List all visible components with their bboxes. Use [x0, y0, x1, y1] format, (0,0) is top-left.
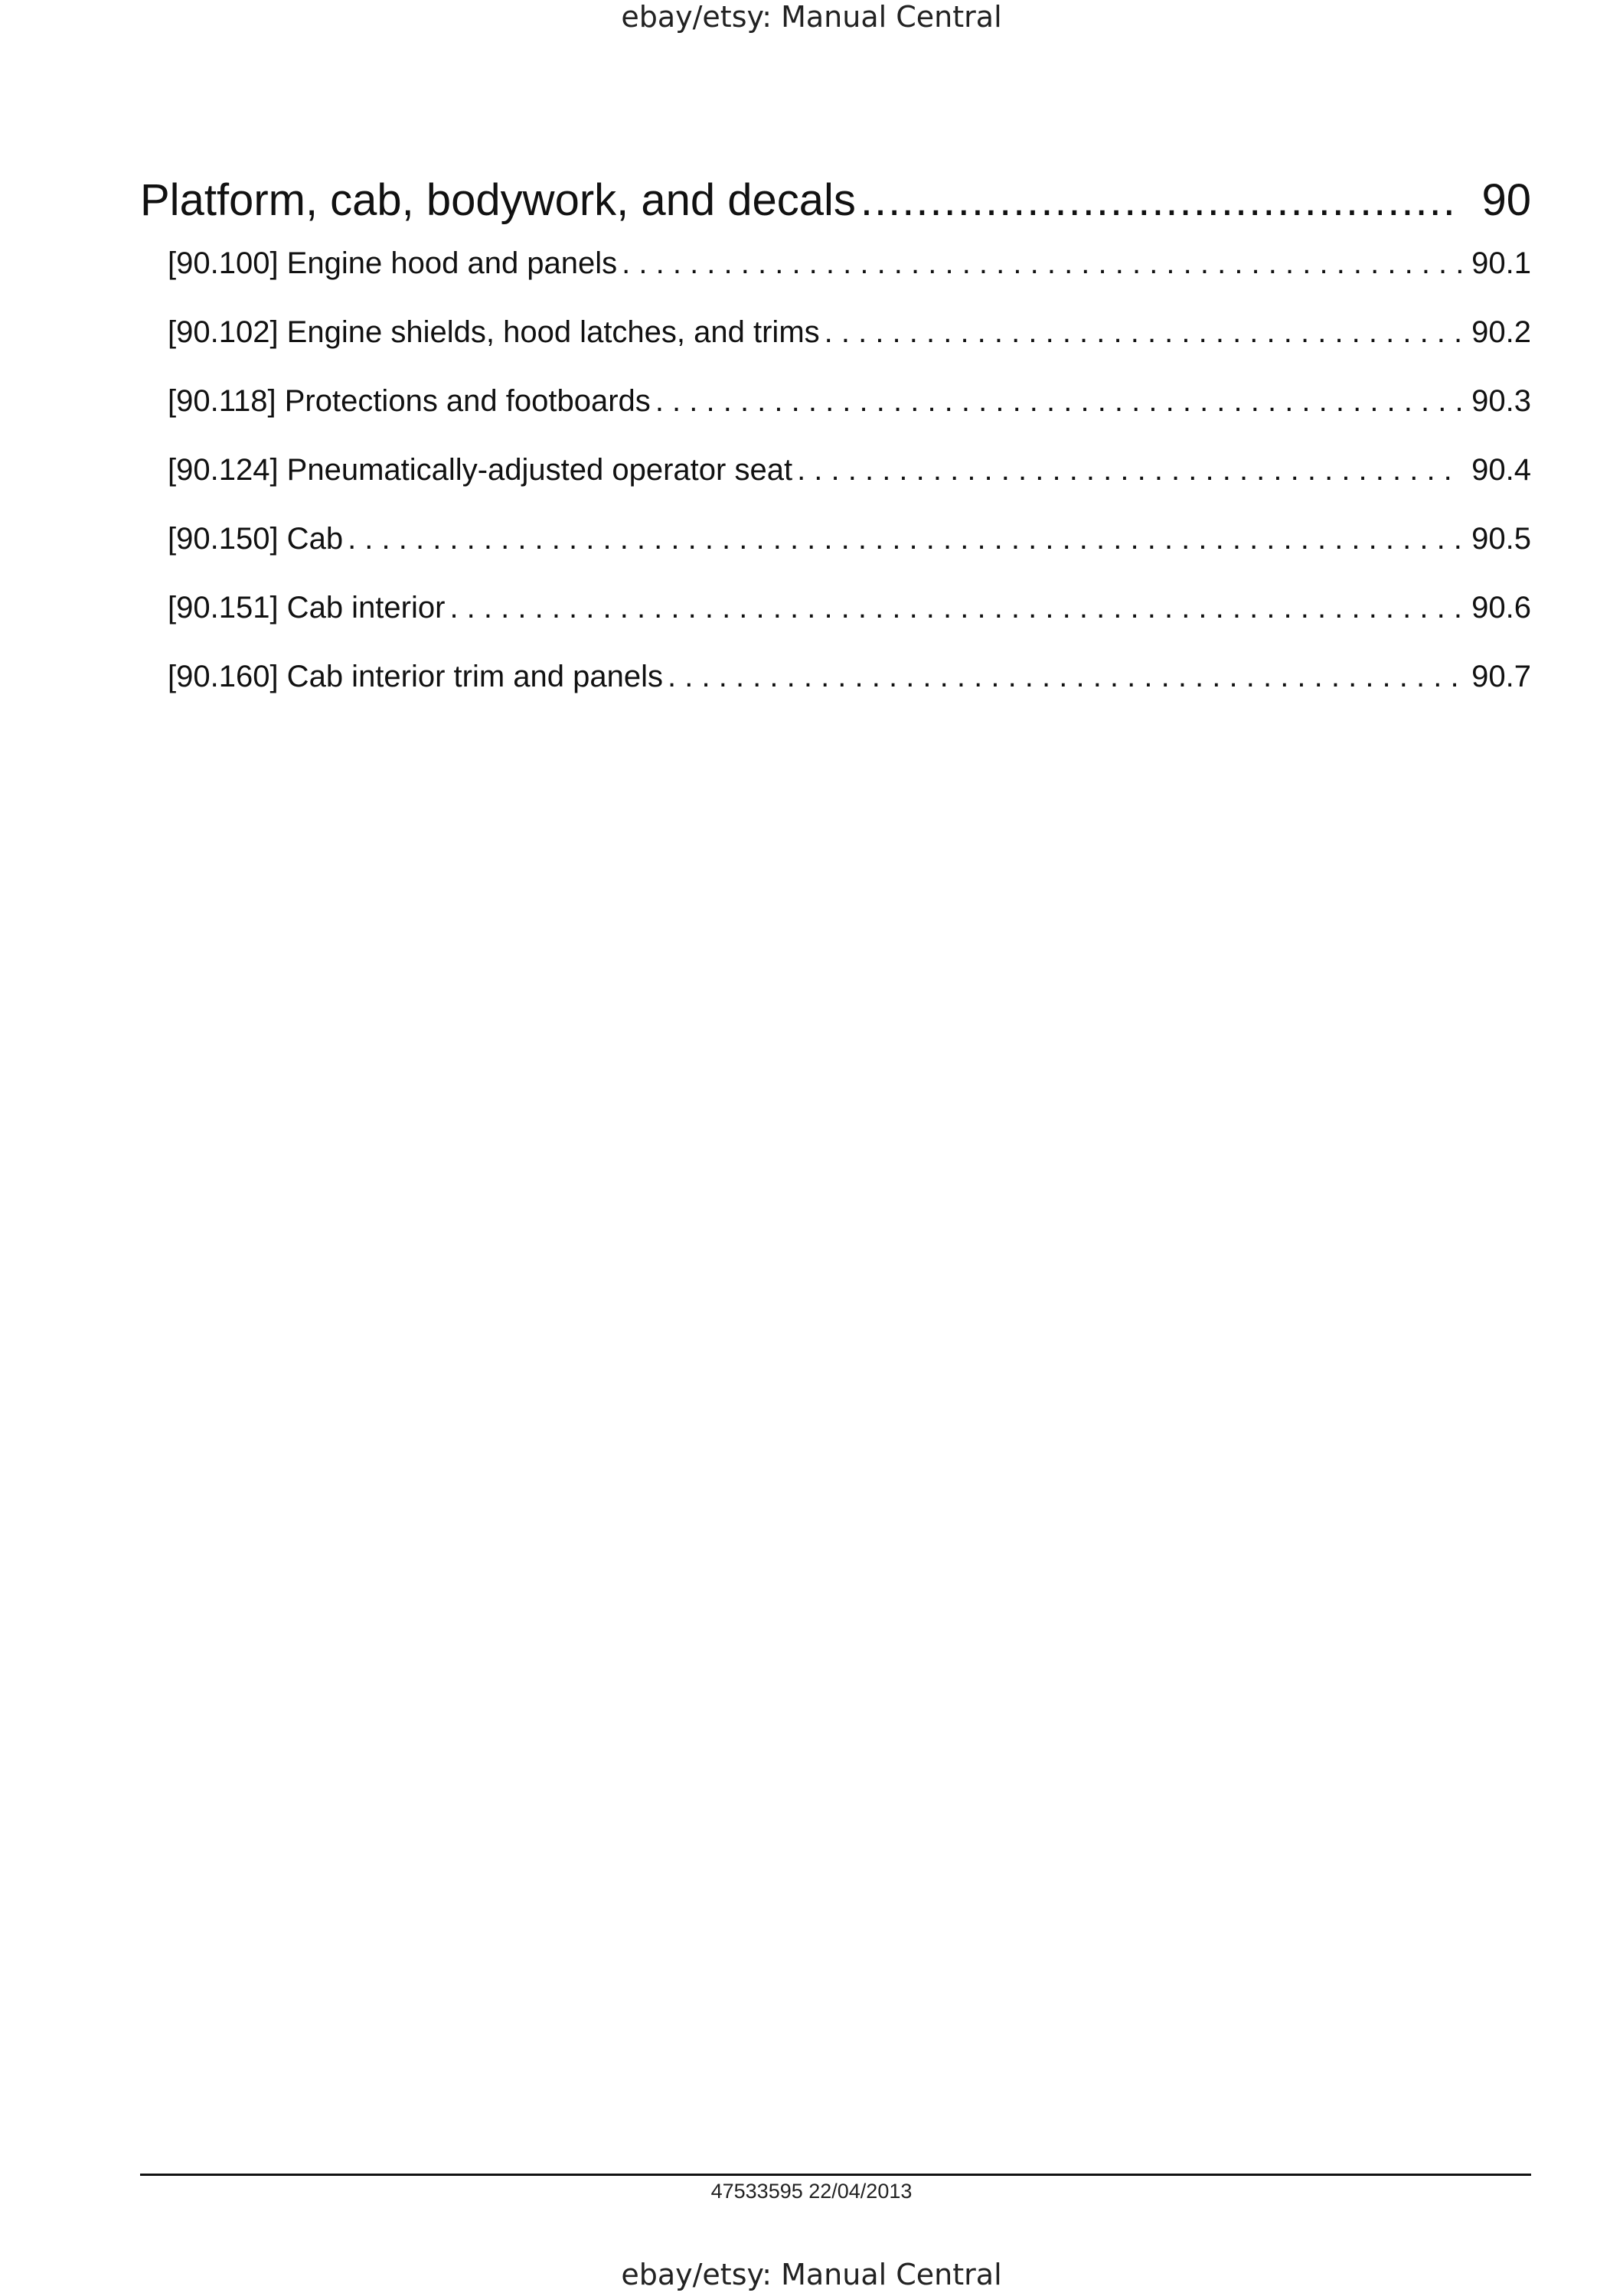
toc-dot-leader [668, 660, 1462, 694]
toc-section-heading[interactable] [140, 174, 1531, 240]
footer-doc-info: 47533595 22/04/2013 [710, 2180, 913, 2203]
toc-section-title: Platform, cab, bodywork, and decals [140, 175, 856, 225]
toc-dot-leader [449, 591, 1462, 625]
watermark-top: ebay/etsy: Manual Central [621, 0, 1002, 34]
toc-entry-page: 90.3 [1471, 384, 1531, 418]
toc-entry[interactable] [140, 384, 1531, 453]
toc-entry-title: [90.124] Pneumatically-adjusted operator seat [168, 453, 793, 487]
toc-dot-leader [348, 522, 1462, 556]
toc-entry-page: 90.6 [1471, 591, 1531, 625]
toc-section-page: 90 [1481, 175, 1531, 225]
watermark-bottom: ebay/etsy: Manual Central [621, 2258, 1002, 2291]
toc-entry-title: [90.151] Cab interior [168, 591, 446, 625]
toc-entry-page: 90.7 [1471, 660, 1531, 693]
toc-dot-leader [655, 384, 1462, 419]
toc-entry[interactable] [140, 522, 1531, 591]
toc-entry[interactable] [140, 246, 1531, 315]
toc-dot-leader [622, 246, 1462, 281]
toc-entry[interactable] [140, 660, 1531, 729]
toc-entry-page: 90.5 [1471, 522, 1531, 556]
toc-dot-leader [797, 453, 1462, 488]
toc-entry-page: 90.1 [1471, 246, 1531, 280]
toc-entry-title: [90.100] Engine hood and panels [168, 246, 618, 280]
toc-entry-title: [90.102] Engine shields, hood latches, and trims [168, 315, 820, 349]
toc-entry-title: [90.118] Protections and footboards [168, 384, 651, 418]
toc-entry-page: 90.4 [1471, 453, 1531, 487]
toc-entries [140, 246, 1531, 729]
toc-entry-page: 90.2 [1471, 315, 1531, 349]
toc-entry[interactable] [140, 453, 1531, 522]
toc-entry-title: [90.160] Cab interior trim and panels [168, 660, 664, 693]
footer-divider [140, 2174, 1531, 2176]
toc-dot-leader [860, 174, 1459, 226]
toc-entry[interactable] [140, 591, 1531, 660]
toc-dot-leader [825, 315, 1463, 350]
toc-entry[interactable] [140, 315, 1531, 384]
table-of-contents [140, 174, 1531, 729]
toc-entry-title: [90.150] Cab [168, 522, 344, 556]
